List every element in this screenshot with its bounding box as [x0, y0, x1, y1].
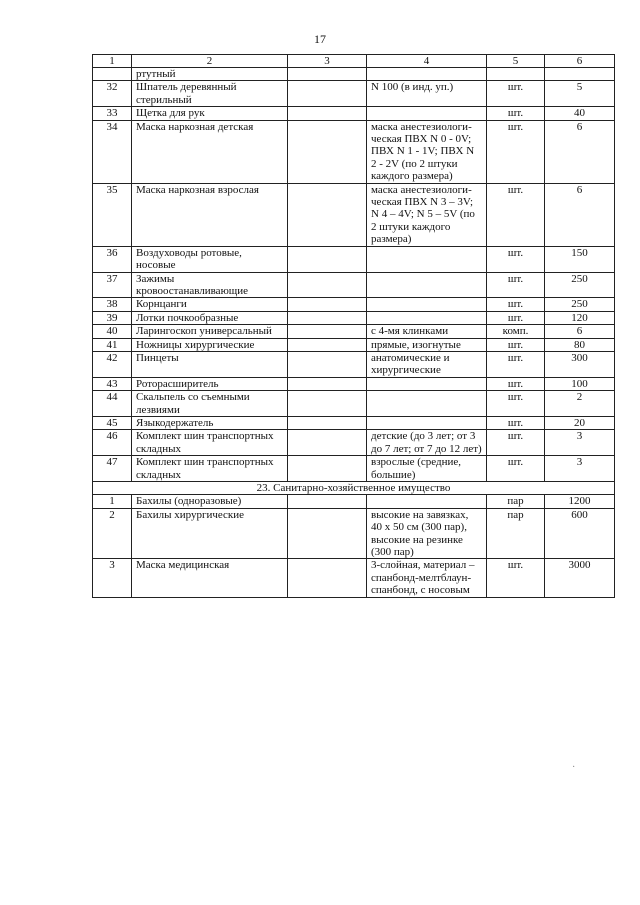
item-unit: шт. [487, 377, 545, 390]
item-number: 1 [93, 495, 132, 508]
item-description [367, 416, 487, 429]
item-unit: пар [487, 508, 545, 559]
item-quantity: 3 [545, 456, 615, 482]
item-number: 41 [93, 338, 132, 351]
item-name: Лотки почкообразные [132, 311, 288, 324]
item-number: 42 [93, 351, 132, 377]
item-name: Щетка для рук [132, 107, 288, 120]
item-quantity: 3 [545, 430, 615, 456]
header-cell: 4 [367, 55, 487, 68]
item-name: Бахилы (одноразовые) [132, 495, 288, 508]
table-row [93, 325, 615, 338]
item-name: Пинцеты [132, 351, 288, 377]
item-col3 [288, 120, 367, 183]
item-number: 43 [93, 377, 132, 390]
table-row [93, 338, 615, 351]
item-number: 37 [93, 272, 132, 298]
item-number: 35 [93, 183, 132, 246]
item-quantity [545, 68, 615, 81]
item-name: Языкодержатель [132, 416, 288, 429]
item-unit: шт. [487, 559, 545, 597]
header-cell: 5 [487, 55, 545, 68]
item-quantity: 2 [545, 391, 615, 417]
header-cell: 1 [93, 55, 132, 68]
item-unit: шт. [487, 391, 545, 417]
table-row [93, 311, 615, 324]
table-row [93, 81, 615, 107]
item-quantity: 600 [545, 508, 615, 559]
item-unit: шт. [487, 298, 545, 311]
item-quantity: 40 [545, 107, 615, 120]
item-number: 44 [93, 391, 132, 417]
item-col3 [288, 456, 367, 482]
item-unit: шт. [487, 120, 545, 183]
item-description [367, 272, 487, 298]
item-description: анатомические и хирургические [367, 351, 487, 377]
item-col3 [288, 495, 367, 508]
item-description: с 4-мя клинками [367, 325, 487, 338]
header-cell: 6 [545, 55, 615, 68]
table-row [93, 120, 615, 183]
item-quantity: 6 [545, 120, 615, 183]
item-name: Ножницы хирургические [132, 338, 288, 351]
table-row [93, 456, 615, 482]
table-row [93, 377, 615, 390]
item-col3 [288, 391, 367, 417]
item-name: ртутный [132, 68, 288, 81]
item-col3 [288, 351, 367, 377]
item-description: высокие на завязках, 40 х 50 см (300 пар), высокие на резинке (300 пар) [367, 508, 487, 559]
item-number [93, 68, 132, 81]
item-unit: шт. [487, 430, 545, 456]
table-row [93, 559, 615, 597]
item-col3 [288, 416, 367, 429]
item-description [367, 495, 487, 508]
item-col3 [288, 508, 367, 559]
item-col3 [288, 377, 367, 390]
item-description: прямые, изогнутые [367, 338, 487, 351]
item-unit: шт. [487, 338, 545, 351]
item-unit: шт. [487, 107, 545, 120]
item-col3 [288, 68, 367, 81]
item-number: 36 [93, 246, 132, 272]
item-description [367, 377, 487, 390]
table-body [93, 68, 615, 598]
header-cell: 3 [288, 55, 367, 68]
item-unit: шт. [487, 81, 545, 107]
item-number: 3 [93, 559, 132, 597]
table-row [93, 107, 615, 120]
item-quantity: 5 [545, 81, 615, 107]
item-name: Маска наркозная взрослая [132, 183, 288, 246]
item-unit: пар [487, 495, 545, 508]
item-number: 39 [93, 311, 132, 324]
item-quantity: 150 [545, 246, 615, 272]
item-description: детские (до 3 лет; от 3 до 7 лет; от 7 до 12 лет) [367, 430, 487, 456]
item-quantity: 6 [545, 183, 615, 246]
item-col3 [288, 298, 367, 311]
item-name: Скальпель со съемными лезвиями [132, 391, 288, 417]
item-number: 40 [93, 325, 132, 338]
item-number: 46 [93, 430, 132, 456]
item-unit: шт. [487, 456, 545, 482]
item-name: Комплект шин транспортных складных [132, 456, 288, 482]
item-col3 [288, 559, 367, 597]
item-quantity: 6 [545, 325, 615, 338]
item-col3 [288, 183, 367, 246]
item-description: 3-слойная, материал – спанбонд-мелтблаун-спанбонд, с носовым [367, 559, 487, 597]
item-description: взрослые (средние, большие) [367, 456, 487, 482]
item-unit: шт. [487, 416, 545, 429]
item-name: Маска медицинская [132, 559, 288, 597]
item-quantity: 250 [545, 298, 615, 311]
item-quantity: 3000 [545, 559, 615, 597]
item-quantity: 300 [545, 351, 615, 377]
item-col3 [288, 272, 367, 298]
item-quantity: 20 [545, 416, 615, 429]
item-name: Корнцанги [132, 298, 288, 311]
item-description [367, 298, 487, 311]
item-quantity: 80 [545, 338, 615, 351]
item-description [367, 68, 487, 81]
item-col3 [288, 311, 367, 324]
item-unit: шт. [487, 311, 545, 324]
item-description: маска анестезиологи-ческая ПВХ N 0 - 0V; ПВХ N 1 - 1V; ПВХ N 2 - 2V (по 2 штуки каждого размера) [367, 120, 487, 183]
item-unit [487, 68, 545, 81]
item-name: Зажимы кровоостанавливающие [132, 272, 288, 298]
item-col3 [288, 430, 367, 456]
item-description [367, 391, 487, 417]
item-number: 47 [93, 456, 132, 482]
item-quantity: 1200 [545, 495, 615, 508]
table-row [93, 68, 615, 81]
item-description: маска анестезиологи-ческая ПВХ N 3 – 3V; N 4 – 4V; N 5 – 5V (по 2 штуки каждого размера) [367, 183, 487, 246]
item-name: Роторасширитель [132, 377, 288, 390]
page-number: 17 [314, 32, 326, 46]
item-number: 34 [93, 120, 132, 183]
item-number: 33 [93, 107, 132, 120]
item-unit: шт. [487, 246, 545, 272]
scan-mark: · [572, 762, 576, 773]
table-row [93, 430, 615, 456]
item-description [367, 107, 487, 120]
item-unit: шт. [487, 183, 545, 246]
item-name: Шпатель деревянный стерильный [132, 81, 288, 107]
item-description: N 100 (в инд. уп.) [367, 81, 487, 107]
item-unit: шт. [487, 351, 545, 377]
item-name: Маска наркозная детская [132, 120, 288, 183]
item-col3 [288, 246, 367, 272]
table-row [93, 246, 615, 272]
item-unit: комп. [487, 325, 545, 338]
item-number: 45 [93, 416, 132, 429]
section-title: 23. Санитарно-хозяйственное имущество [93, 482, 615, 495]
item-col3 [288, 338, 367, 351]
header-cell: 2 [132, 55, 288, 68]
table-row [93, 391, 615, 417]
item-unit: шт. [487, 272, 545, 298]
item-description [367, 246, 487, 272]
item-name: Бахилы хирургические [132, 508, 288, 559]
item-quantity: 100 [545, 377, 615, 390]
item-number: 32 [93, 81, 132, 107]
item-name: Воздуховоды ротовые, носовые [132, 246, 288, 272]
item-col3 [288, 81, 367, 107]
item-quantity: 120 [545, 311, 615, 324]
item-col3 [288, 325, 367, 338]
table-row [93, 183, 615, 246]
item-number: 38 [93, 298, 132, 311]
table-header [93, 55, 615, 68]
table-row [93, 416, 615, 429]
item-description [367, 311, 487, 324]
table-row [93, 272, 615, 298]
item-name: Комплект шин транспортных складных [132, 430, 288, 456]
equipment-table [92, 54, 615, 598]
table-row [93, 508, 615, 559]
section-row [93, 482, 615, 495]
table-row [93, 298, 615, 311]
item-col3 [288, 107, 367, 120]
item-quantity: 250 [545, 272, 615, 298]
table-row [93, 351, 615, 377]
table-row [93, 495, 615, 508]
item-number: 2 [93, 508, 132, 559]
item-name: Ларингоскоп универсальный [132, 325, 288, 338]
